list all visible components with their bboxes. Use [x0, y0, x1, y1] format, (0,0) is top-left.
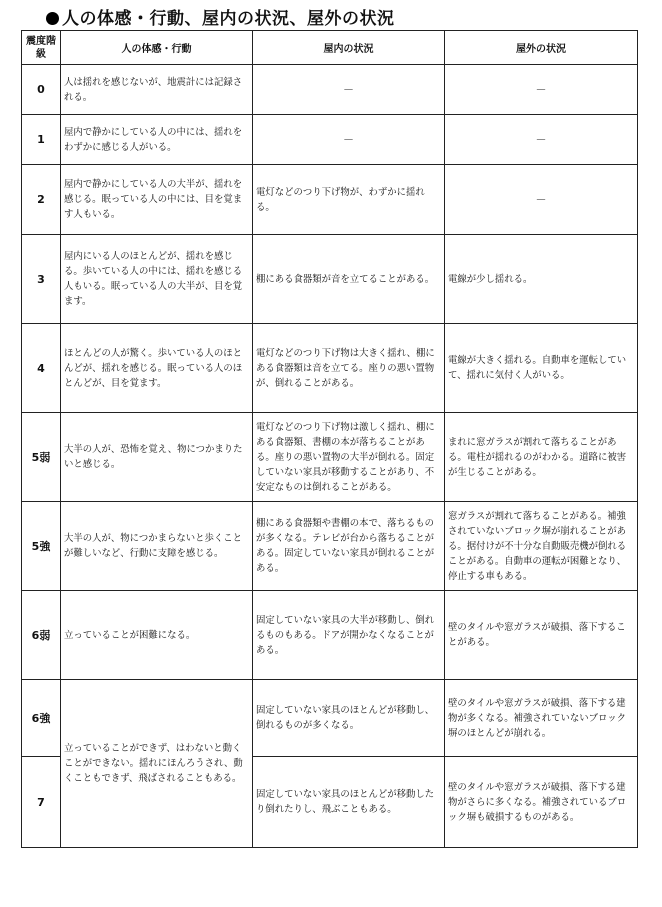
- outdoor-cell: 窓ガラスが割れて落ちることがある。補強されていないブロック塀が崩れることがある。据付けが不十分な自動販売機が倒れることがある。自動車の運転が困難となり、停止する車もある。: [445, 502, 638, 591]
- level-cell: 7: [22, 757, 61, 848]
- title-text: 人の体感・行動、屋内の状況、屋外の状況: [62, 9, 395, 29]
- level-cell: 5強: [22, 502, 61, 591]
- indoor-cell: 棚にある食器類や書棚の本で、落ちるものが多くなる。テレビが台から落ちることがある。固定していない家具が倒れることがある。: [253, 502, 445, 591]
- table-row: [22, 324, 638, 413]
- header-indoor: 屋内の状況: [253, 31, 445, 65]
- human-cell-merged: 立っていることができず、はわないと動くことができない。揺れにほんろうされ、動くこともできず、飛ばされることもある。: [61, 680, 253, 848]
- intensity-table: [21, 30, 638, 848]
- level-cell: 5弱: [22, 413, 61, 502]
- human-cell: 屋内にいる人のほとんどが、揺れを感じる。歩いている人の中には、揺れを感じる人もいる。眠っている人の大半が、目を覚ます。: [61, 235, 253, 324]
- indoor-cell: －: [253, 115, 445, 165]
- table-row: [22, 235, 638, 324]
- table-row: [22, 65, 638, 115]
- human-cell: 屋内で静かにしている人の大半が、揺れを感じる。眠っている人の中には、目を覚ます人もいる。: [61, 165, 253, 235]
- outdoor-cell: －: [445, 165, 638, 235]
- level-cell: 1: [22, 115, 61, 165]
- human-cell: 立っていることが困難になる。: [61, 591, 253, 680]
- level-cell: 2: [22, 165, 61, 235]
- indoor-cell: 電灯などのつり下げ物が、わずかに揺れる。: [253, 165, 445, 235]
- table-row: [22, 591, 638, 680]
- outdoor-cell: 電線が少し揺れる。: [445, 235, 638, 324]
- human-cell: 屋内で静かにしている人の中には、揺れをわずかに感じる人がいる。: [61, 115, 253, 165]
- outdoor-cell: 壁のタイルや窓ガラスが破損、落下する建物がさらに多くなる。補強されているブロック塀も破損するものがある。: [445, 757, 638, 848]
- table-row: [22, 502, 638, 591]
- indoor-cell: 固定していない家具のほとんどが移動したり倒れたりし、飛ぶこともある。: [253, 757, 445, 848]
- header-outdoor: 屋外の状況: [445, 31, 638, 65]
- human-cell: 大半の人が、物につかまらないと歩くことが難しいなど、行動に支障を感じる。: [61, 502, 253, 591]
- level-cell: 4: [22, 324, 61, 413]
- outdoor-cell: 壁のタイルや窓ガラスが破損、落下する建物が多くなる。補強されていないブロック塀のほとんどが崩れる。: [445, 680, 638, 757]
- header-row: [22, 31, 638, 65]
- human-cell: ほとんどの人が驚く。歩いている人のほとんどが、揺れを感じる。眠っている人のほとんどが、目を覚ます。: [61, 324, 253, 413]
- header-level: 震度階級: [22, 31, 61, 65]
- level-cell: 3: [22, 235, 61, 324]
- page-title: [46, 4, 395, 29]
- level-cell: 6弱: [22, 591, 61, 680]
- level-cell: 0: [22, 65, 61, 115]
- indoor-cell: 棚にある食器類が音を立てることがある。: [253, 235, 445, 324]
- level-cell: 6強: [22, 680, 61, 757]
- indoor-cell: －: [253, 65, 445, 115]
- table-row: [22, 413, 638, 502]
- outdoor-cell: まれに窓ガラスが割れて落ちることがある。電柱が揺れるのがわかる。道路に被害が生じることがある。: [445, 413, 638, 502]
- indoor-cell: 電灯などのつり下げ物は激しく揺れ、棚にある食器類、書棚の本が落ちることがある。座りの悪い置物の大半が倒れる。固定していない家具が移動することがあり、不安定なものは倒れることがある。: [253, 413, 445, 502]
- outdoor-cell: －: [445, 115, 638, 165]
- bullet-icon: [46, 12, 59, 25]
- human-cell: 大半の人が、恐怖を覚え、物につかまりたいと感じる。: [61, 413, 253, 502]
- header-human: 人の体感・行動: [61, 31, 253, 65]
- human-cell: 人は揺れを感じないが、地震計には記録される。: [61, 65, 253, 115]
- indoor-cell: 固定していない家具の大半が移動し、倒れるものもある。ドアが開かなくなることがある。: [253, 591, 445, 680]
- table-row: [22, 165, 638, 235]
- indoor-cell: 電灯などのつり下げ物は大きく揺れ、棚にある食器類は音を立てる。座りの悪い置物が、倒れることがある。: [253, 324, 445, 413]
- outdoor-cell: 電線が大きく揺れる。自動車を運転していて、揺れに気付く人がいる。: [445, 324, 638, 413]
- outdoor-cell: 壁のタイルや窓ガラスが破損、落下することがある。: [445, 591, 638, 680]
- indoor-cell: 固定していない家具のほとんどが移動し、倒れるものが多くなる。: [253, 680, 445, 757]
- table-row: [22, 115, 638, 165]
- table-row: [22, 680, 638, 757]
- outdoor-cell: －: [445, 65, 638, 115]
